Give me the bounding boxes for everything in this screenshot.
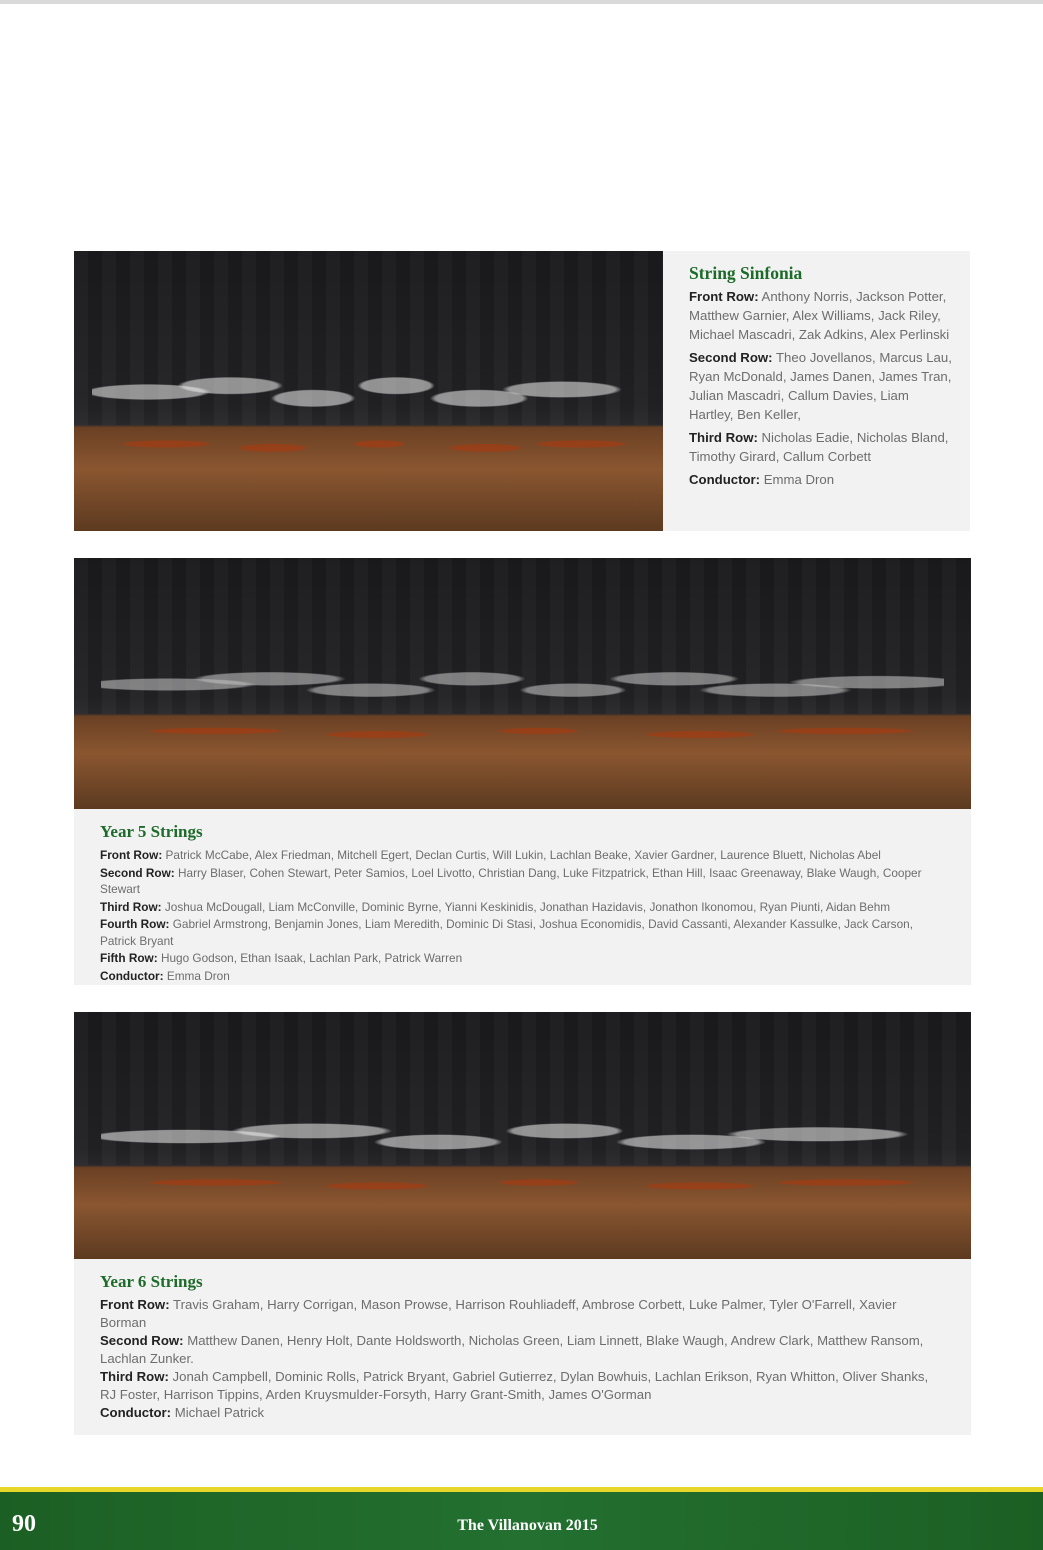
caption-row xyxy=(100,1296,945,1332)
caption-row xyxy=(689,287,952,344)
row-names: Emma Dron xyxy=(763,472,835,487)
row-label: Front Row: xyxy=(100,848,163,862)
row-names: Harry Blaser, Cohen Stewart, Peter Samios, Loel Livotto, Christian Dang, Luke Fitzpatrick, Ethan Hill, Isaac Greenaway, Blake Waugh, Cooper Stewart xyxy=(100,865,922,896)
caption-row xyxy=(689,428,952,466)
row-label: Second Row: xyxy=(689,350,773,365)
row-names: Hugo Godson, Ethan Isaak, Lachlan Park, Patrick Warren xyxy=(160,951,463,965)
row-names: Anthony Norris, Jackson Potter, Matthew Garnier, Alex Williams, Jack Riley, Michael Mascadri, Zak Adkins, Alex Perlinski xyxy=(689,289,950,342)
section-title: Year 5 Strings xyxy=(100,822,203,841)
row-names: Gabriel Armstrong, Benjamin Jones, Liam Meredith, Dominic Di Stasi, Joshua Economidis, David Cassanti, Alexander Kassulke, Jack Carson, Patrick Bryant xyxy=(100,917,913,948)
row-names: Nicholas Eadie, Nicholas Bland, Timothy Girard, Callum Corbett xyxy=(689,430,949,464)
row-names: Jonah Campbell, Dominic Rolls, Patrick Bryant, Gabriel Gutierrez, Dylan Bowhuis, Lachlan Erikson, Ryan Whitton, Oliver Shanks, RJ Foster, Harrison Tippins, Arden Kruysmulder-Forsyth, Harry Grant-Smith, James O'Gorman xyxy=(100,1369,929,1402)
row-label: Fourth Row: xyxy=(100,917,170,931)
instruments xyxy=(119,1148,926,1217)
year-5-strings-photo xyxy=(74,558,971,809)
row-label: Third Row: xyxy=(689,430,758,445)
row-names: Emma Dron xyxy=(166,968,230,983)
row-label: Conductor: xyxy=(100,1405,172,1420)
row-label: Second Row: xyxy=(100,1333,184,1348)
instruments xyxy=(103,405,633,483)
caption-row xyxy=(100,1332,945,1368)
string-sinfonia-photo xyxy=(74,251,663,531)
caption-row xyxy=(100,1404,945,1422)
row-label: Third Row: xyxy=(100,899,162,914)
year-6-strings-caption xyxy=(74,1259,971,1435)
year-5-strings-caption xyxy=(74,809,971,985)
caption-row xyxy=(100,1368,945,1404)
row-label: Fifth Row: xyxy=(100,951,158,965)
row-names: Joshua McDougall, Liam McConville, Dominic Byrne, Yianni Keskinidis, Jonathan Hazidavis, Jonathon Ikonomou, Ryan Piunti, Aidan Behm xyxy=(164,899,891,914)
row-label: Front Row: xyxy=(100,1297,170,1312)
row-label: Third Row: xyxy=(100,1369,169,1384)
string-sinfonia-caption xyxy=(663,251,970,531)
caption-row xyxy=(100,950,945,967)
row-names: Theo Jovellanos, Marcus Lau, Ryan McDonald, James Danen, James Tran, Julian Mascadri, Callum Davies, Liam Hartley, Ben Keller, xyxy=(689,350,952,422)
caption-row xyxy=(100,899,945,916)
row-label: Front Row: xyxy=(689,289,759,304)
caption-row xyxy=(100,968,945,985)
caption-row xyxy=(100,916,945,949)
row-names: Michael Patrick xyxy=(174,1405,265,1420)
row-label: Second Row: xyxy=(100,865,175,880)
caption-row xyxy=(689,348,952,424)
row-label: Conductor: xyxy=(100,968,164,983)
row-names: Matthew Danen, Henry Holt, Dante Holdsworth, Nicholas Green, Liam Linnett, Blake Waugh, Andrew Clark, Matthew Ransom, Lachlan Zunker. xyxy=(100,1333,924,1366)
row-names: Patrick McCabe, Alex Friedman, Mitchell Egert, Declan Curtis, Will Lukin, Lachlan Beake, Xavier Gardner, Laurence Bluett, Nicholas Abel xyxy=(165,848,881,862)
caption-row xyxy=(100,847,945,864)
caption-row xyxy=(689,470,952,489)
section-title: String Sinfonia xyxy=(689,263,803,283)
caption-row xyxy=(100,865,945,898)
publication-title: The Villanovan 2015 xyxy=(457,1517,598,1534)
instruments xyxy=(119,696,926,766)
row-label: Conductor: xyxy=(689,472,761,487)
section-title: Year 6 Strings xyxy=(100,1272,203,1291)
top-rule xyxy=(0,0,1043,4)
row-names: Travis Graham, Harry Corrigan, Mason Prowse, Harrison Rouhliadeff, Ambrose Corbett, Luke Palmer, Tyler O'Farrell, Xavier Borman xyxy=(100,1297,897,1330)
year-6-strings-photo xyxy=(74,1012,971,1259)
page-number: 90 xyxy=(12,1511,36,1537)
